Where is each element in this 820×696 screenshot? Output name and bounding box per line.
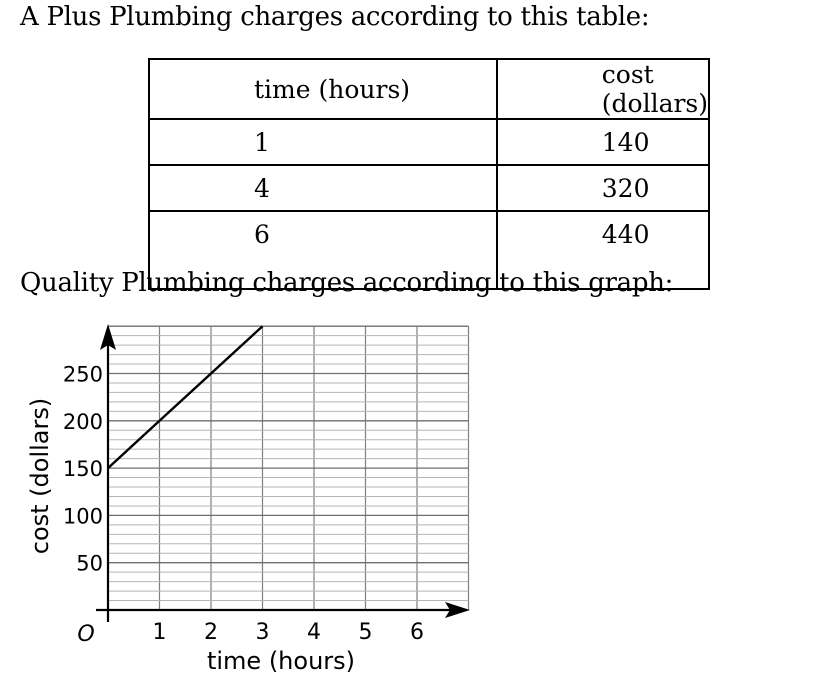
chart-axes [96, 324, 470, 622]
cell-cost: 320 [497, 165, 709, 211]
y-axis-label: cost (dollars) [26, 397, 54, 555]
y-tick-label: 50 [76, 551, 103, 576]
header-time: time (hours) [149, 59, 497, 119]
chart-grid [108, 326, 469, 610]
cost-line [108, 326, 263, 468]
table-row [149, 165, 709, 211]
y-tick-label: 250 [62, 362, 103, 387]
y-tick-label: 200 [62, 409, 103, 434]
x-tick-label: 2 [204, 620, 218, 645]
origin-label: O [77, 622, 95, 647]
y-tick-label: 100 [62, 504, 103, 529]
cell-time: 4 [149, 165, 497, 211]
cell-cost: 440 [497, 211, 709, 289]
x-tick-label: 4 [307, 620, 321, 645]
x-tick-label: 3 [255, 620, 270, 645]
x-axis-label: time (hours) [206, 647, 356, 675]
a-plus-rate-table [148, 58, 710, 290]
graph-intro-text: Quality Plumbing charges according to this graph: [20, 268, 674, 298]
x-tick-label: 6 [410, 620, 424, 645]
x-tick-label: 1 [152, 620, 167, 645]
table-header-row [149, 59, 709, 119]
x-tick-label: 5 [358, 620, 373, 645]
table-row [149, 119, 709, 165]
quality-plumbing-chart [0, 300, 520, 690]
cell-cost: 140 [497, 119, 709, 165]
cell-time: 6 [149, 211, 497, 289]
header-cost: cost (dollars) [497, 59, 709, 119]
table-intro-text: A Plus Plumbing charges according to this table: [20, 2, 650, 32]
series-lines [108, 326, 263, 468]
cell-time: 1 [149, 119, 497, 165]
tick-labels [63, 363, 424, 646]
y-tick-label: 150 [62, 457, 103, 482]
